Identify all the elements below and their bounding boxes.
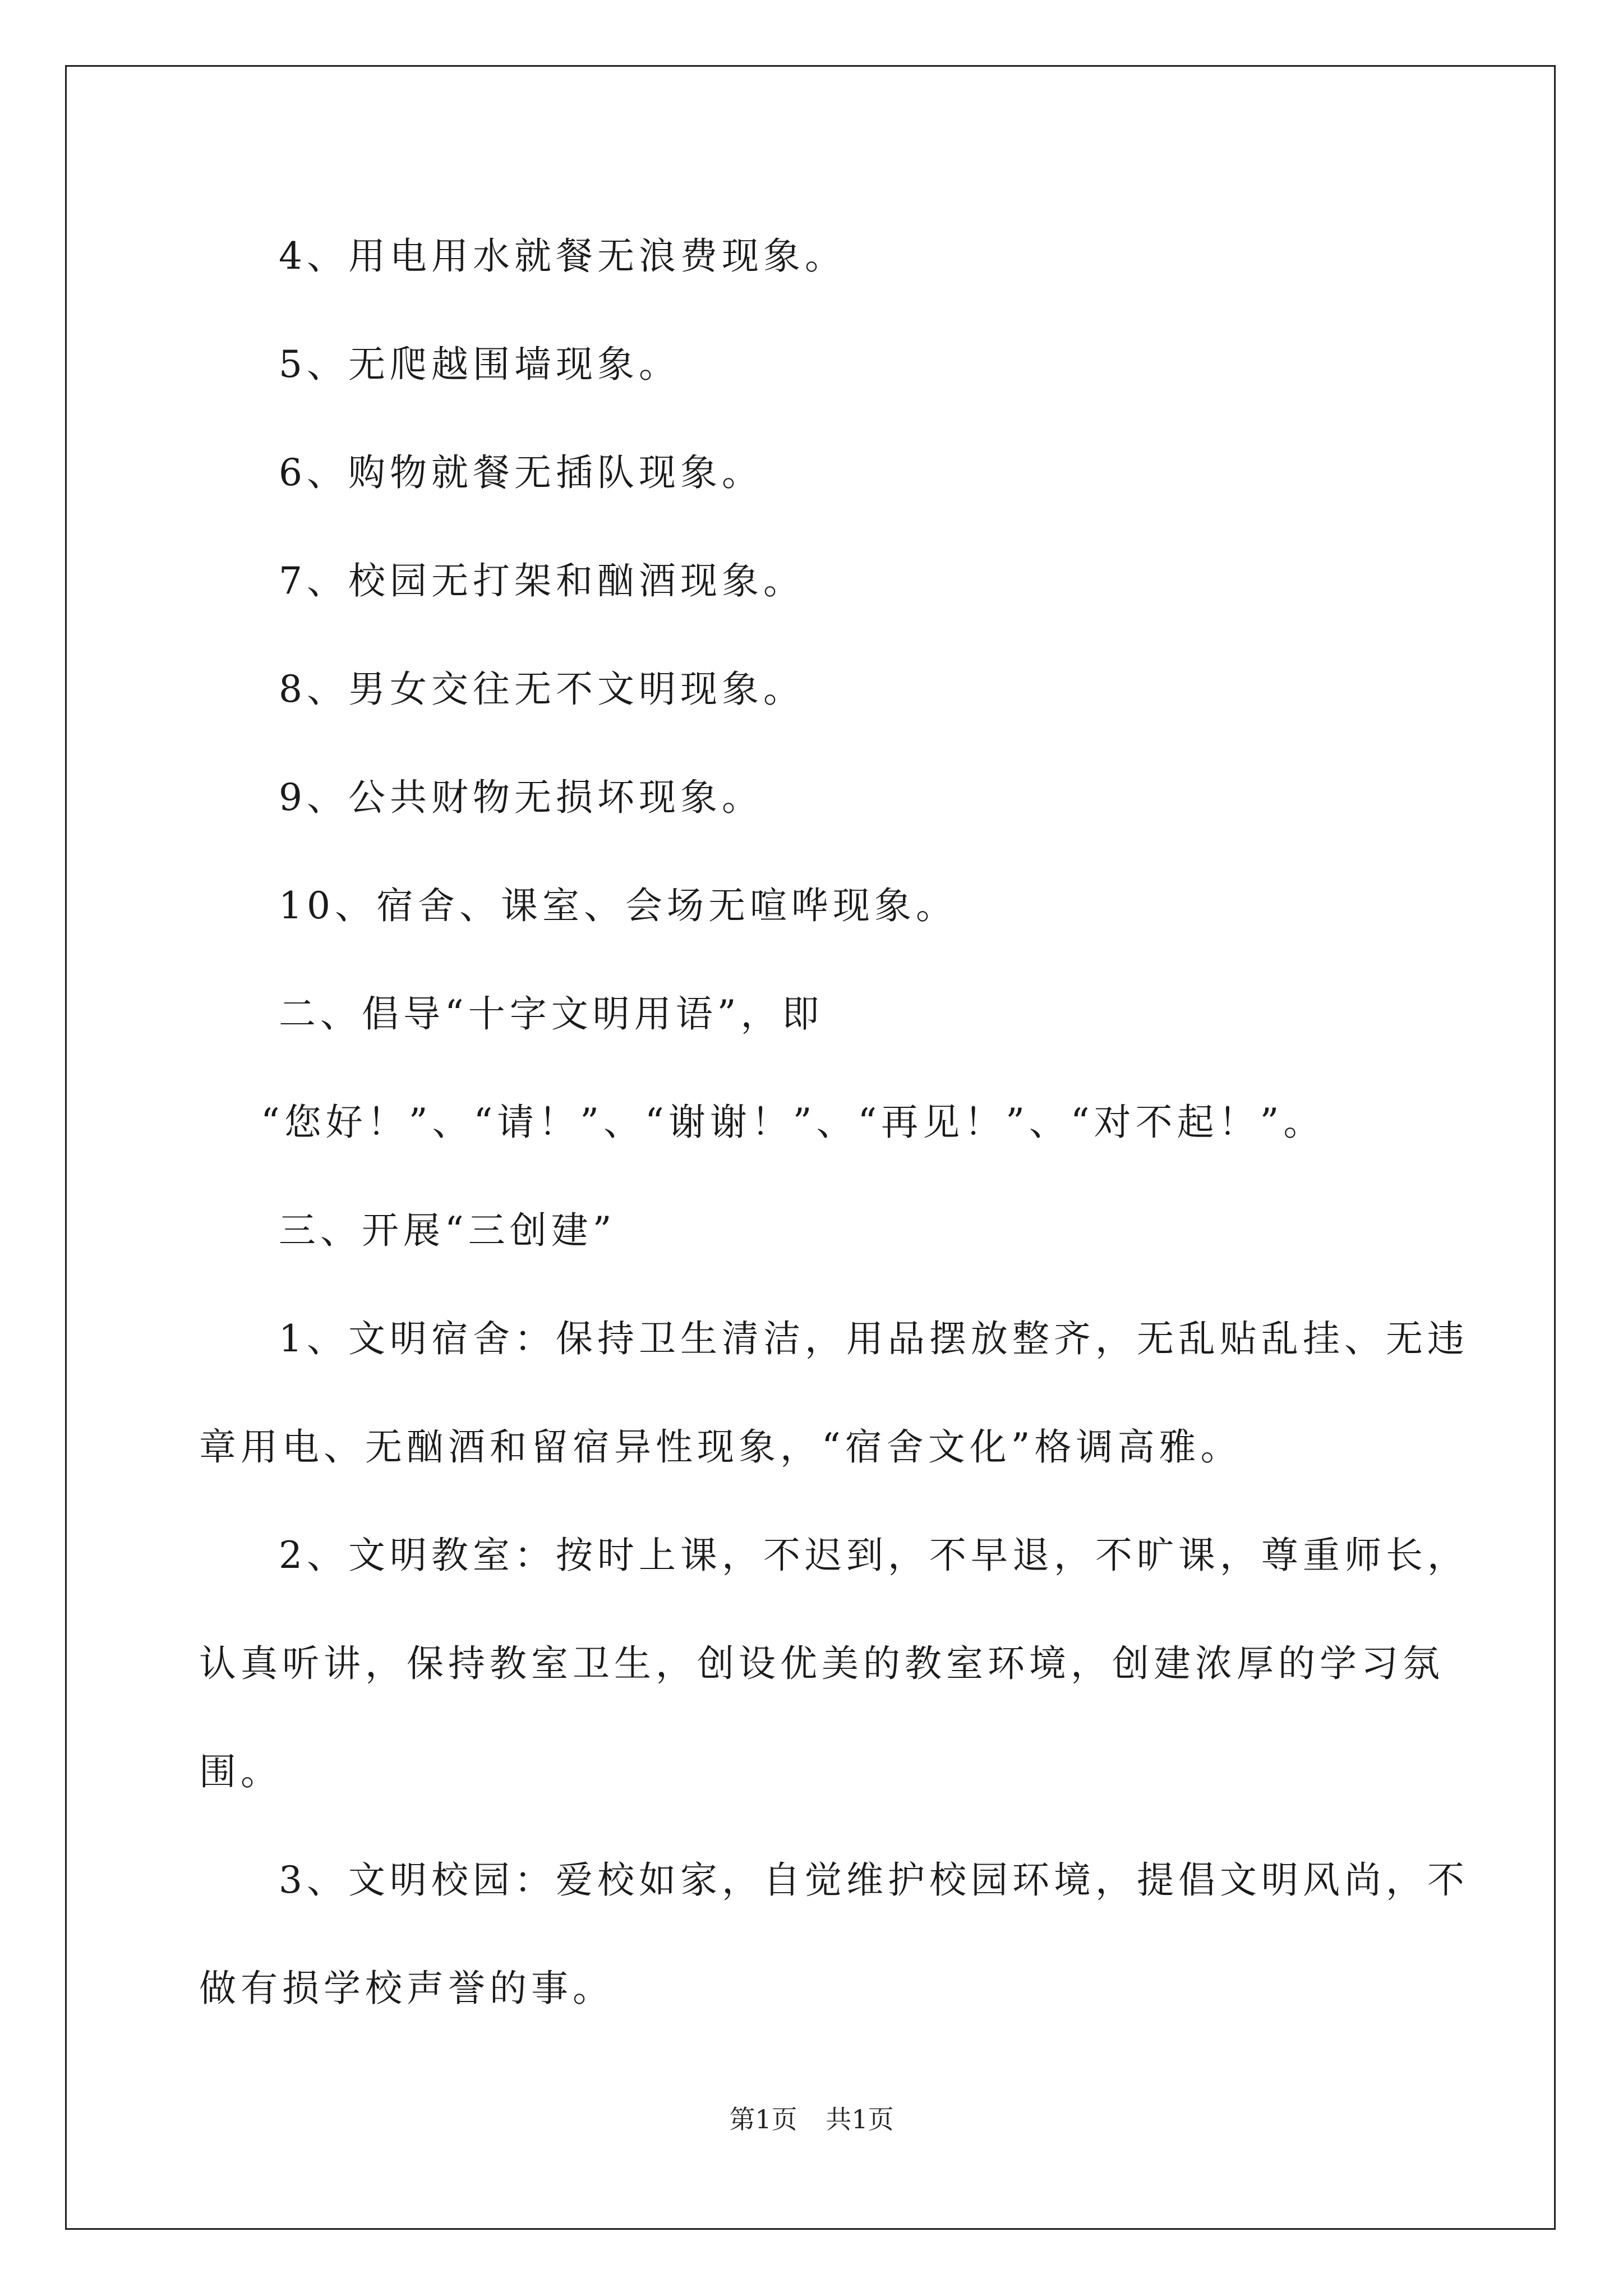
paragraph: 3、文明校园：爱校如家，自觉维护校园环境，提倡文明风尚，不 (279, 1858, 1469, 1902)
paragraph: 5、无爬越围墙现象。 (279, 343, 680, 386)
paragraph: 8、男女交往无不文明现象。 (279, 668, 805, 711)
page-number-current: 第1页 (729, 2104, 797, 2134)
document-body (199, 202, 1469, 2042)
paragraph: 7、校园无打架和酗酒现象。 (279, 559, 805, 602)
paragraph-continuation: 认真听讲，保持教室卫生，创设优美的教室环境，创建浓厚的学习氛 (199, 1642, 1444, 1685)
paragraph: 2、文明教室：按时上课，不迟到，不早退，不旷课，尊重师长， (279, 1534, 1469, 1577)
paragraph: 10、宿舍、课室、会场无喧哗现象。 (279, 884, 957, 927)
paragraph: 4、用电用水就餐无浪费现象。 (279, 234, 846, 278)
paragraph: 1、文明宿舍：保持卫生清洁，用品摆放整齐，无乱贴乱挂、无违 (279, 1317, 1469, 1360)
section-heading: 三、开展“三创建” (279, 1209, 616, 1252)
paragraph: 6、购物就餐无插队现象。 (279, 451, 763, 494)
page-footer (0, 2099, 1623, 2136)
paragraph: “您好！”、“请！”、“谢谢！”、“再见！”、“对不起！”。 (261, 1101, 1325, 1144)
paragraph-continuation: 围。 (199, 1750, 282, 1793)
paragraph-continuation: 做有损学校声誉的事。 (199, 1967, 614, 2010)
page-number-total: 共1页 (826, 2104, 894, 2134)
section-heading: 二、倡导“十字文明用语”，即 (279, 992, 824, 1036)
paragraph: 9、公共财物无损坏现象。 (279, 776, 763, 819)
paragraph-continuation: 章用电、无酗酒和留宿异性现象，“宿舍文化”格调高雅。 (199, 1425, 1242, 1469)
